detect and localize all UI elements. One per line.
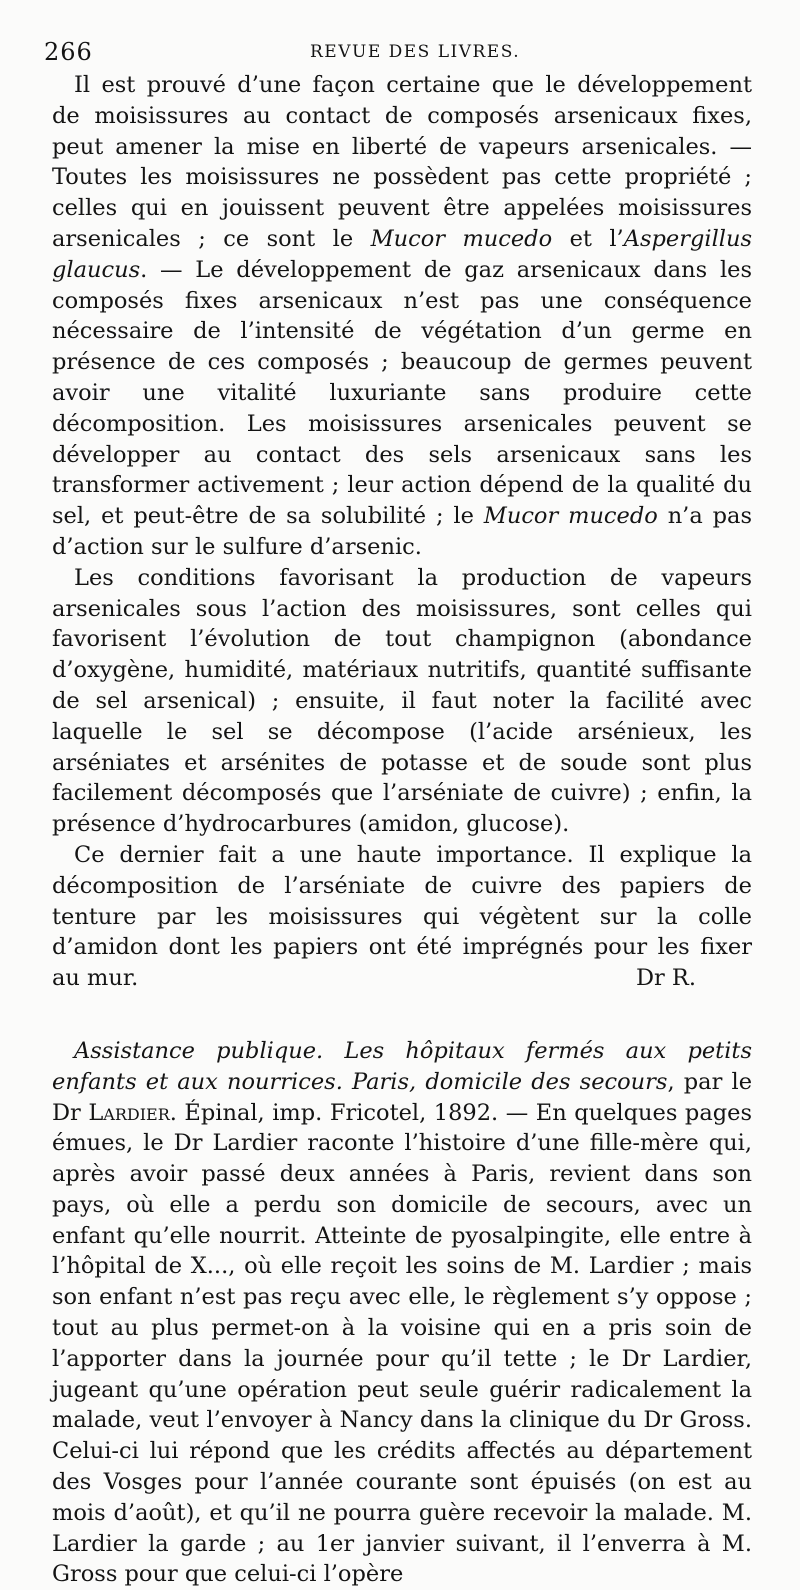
imprint: . Épinal, imp. Fricotel, 1892. [169, 1099, 499, 1126]
species-name: Aspergillus glaucus [52, 225, 753, 283]
page-number: 266 [44, 38, 93, 66]
species-name: Mucor mucedo [370, 225, 553, 252]
author-name: Lardier [88, 1099, 170, 1126]
paragraph: Assistance publique. Les hôpitaux fermés aux petits enfants et aux nourrices. Paris, domicile des secours, par le Dr Lardier. Épinal, imp. Fricotel, 1892. — En quelques pages émues, le Dr Lardier raconte l’histoire d’une fille-mère qui, après avoir passé deux années à Paris, revient dans son pays, où elle a perdu son domicile de secours, avec un enfant qu’elle nourrit. Atteinte de pyosalpingite, elle entre à l’hôpital de X..., où elle reçoit les soins de M. Lardier ; mais son enfant n’est pas reçu avec elle, le règlement s’y oppose ; tout au plus permet-on à la voisine qui en a pris soin de l’apporter dans la journée pour qu’il tette ; le Dr Lardier, jugeant qu’une opération peut seule guérir radicalement la malade, veut l’envoyer à Nancy dans la clinique du Dr Gross. Celui-ci lui répond que les crédits affectés au département des Vosges pour l’année courante sont épuisés (on est au mois d’août), et qu’il ne pourra guère recevoir la malade. M. Lardier la garde ; au 1er janvier suivant, il l’enverra à M. Gross pour que celui-ci l’opère [52, 1037, 753, 1588]
paragraph: Ce dernier fait a une haute importance. Il explique la décomposition de l’arséniate de cuivre des papiers de tenture par les moisissures qui végètent sur la colle d’amidon dont les papiers ont été imprégnés pour les fixer au mur. Dr R. [52, 840, 752, 994]
paragraph: Les conditions favorisant la production de vapeurs arsenicales sous l’action des moisissures, sont celles qui favorisent l’évolution de tout champignon (abondance d’oxygène, humidité, matériaux nutritifs, quantité suffisante de sel arsenical) ; ensuite, il faut noter la facilité avec laquelle le sel se décompose (l’acide arsénieux, les arséniates et arsénites de potasse et de soude sont plus facilement décomposés que l’arséniate de cuivre) ; enfin, la présence d’hydrocarbures (amidon, glucose). [52, 564, 752, 838]
paragraph: Il est prouvé d’une façon certaine que le développement de moisissures au contact de composés arsenicaux fixes, peut amener la mise en liberté de vapeurs arsenicales. — Toutes les moisissures ne possèdent pas cette propriété ; celles qui en jouissent peuvent être appelées moisissures arsenicales ; ce sont le Mucor mucedo et l’Aspergillus glaucus. — Le développement de gaz arsenicaux dans les composés fixes arsenicaux n’est pas une conséquence nécessaire de l’intensité de végétation d’un germe en présence de ces composés ; beaucoup de germes peuvent avoir une vitalité luxuriante sans produire cette décomposition. Les moisissures arsenicales peuvent se développer au contact des sels arsenicaux sans les transformer activement ; leur action dépend de la qualité du sel, et peut-être de sa solubilité ; le Mucor mucedo n’a pas d’action sur le sulfure d’arsenic. [52, 72, 753, 560]
section-gap [52, 994, 752, 1036]
book-review-entry [52, 1036, 752, 1590]
running-head: REVUE DES LIVRES. [310, 42, 521, 62]
species-name: Mucor mucedo [483, 503, 658, 530]
book-title: Assistance publique. Les hôpitaux fermés aux petits enfants et aux nourrices. Paris, domicile des secours [52, 1037, 752, 1095]
signature: Dr R. [635, 965, 696, 992]
page-header [44, 38, 780, 72]
page-body [52, 70, 752, 1590]
